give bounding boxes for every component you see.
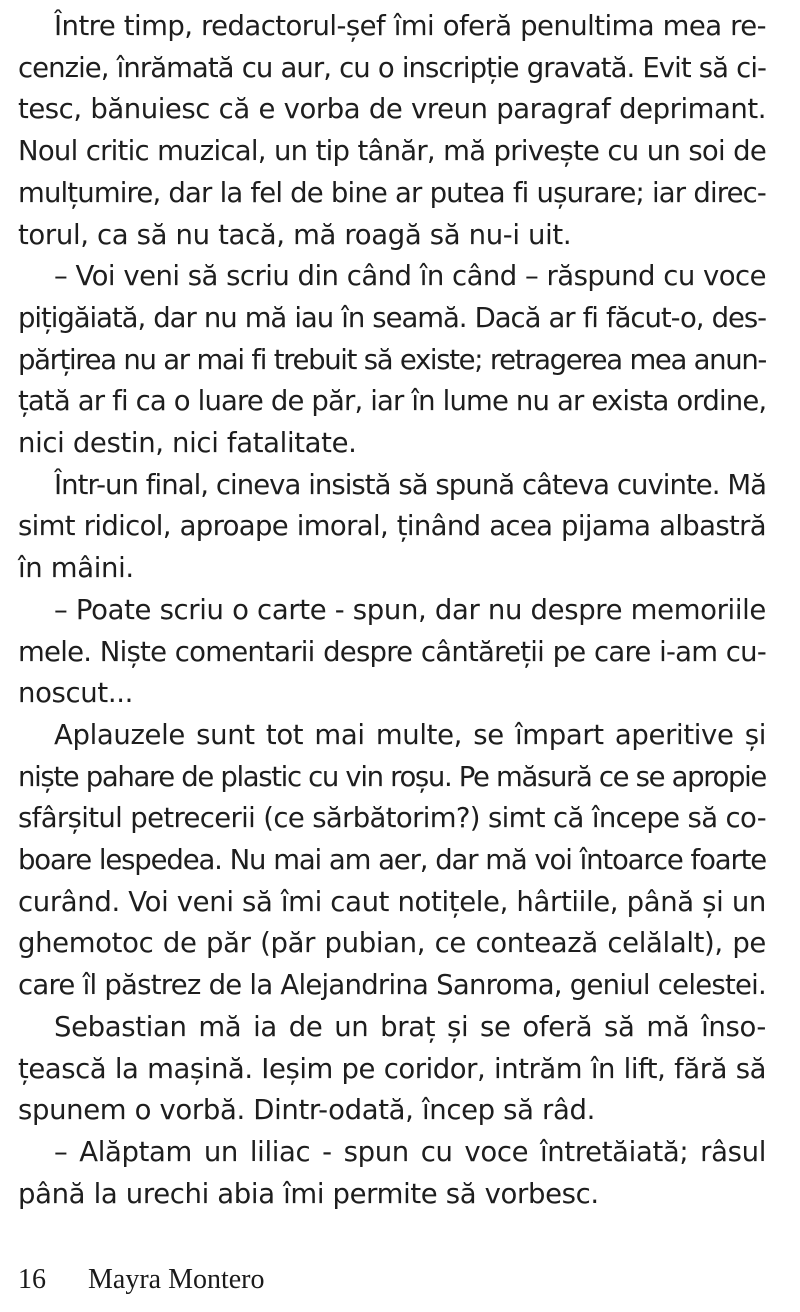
paragraph bbox=[18, 465, 766, 590]
text-line: tesc, bănuiesc că e vorba de vreun paragraf deprimant. bbox=[18, 93, 766, 126]
text-line: mele. Niște comentarii despre cântăreții pe care i-am cu- bbox=[18, 635, 766, 668]
text-line: – Voi veni să scriu din când în când – răspund cu voce bbox=[54, 260, 766, 293]
text-line: care îl păstrez de la Alejandrina Sanroma, geniul celestei. bbox=[18, 969, 767, 1002]
text-line: părțirea nu ar mai fi trebuit să existe; retragerea mea anun- bbox=[18, 343, 766, 376]
page-number: 16 bbox=[18, 1264, 46, 1295]
text-line: spunem o vorbă. Dintr-odată, încep să râd. bbox=[18, 1094, 595, 1127]
text-line: Aplauzele sunt tot mai multe, se împart aperitive și bbox=[54, 718, 766, 751]
text-line: Într-un final, cineva insistă să spună câteva cuvinte. Mă bbox=[54, 468, 767, 501]
text-line: până la urechi abia îmi permite să vorbesc. bbox=[18, 1177, 599, 1210]
paragraph bbox=[18, 590, 766, 715]
text-line: în mâini. bbox=[18, 552, 134, 585]
text-line: boare lespedea. Nu mai am aer, dar mă voi întoarce foarte bbox=[18, 844, 766, 877]
text-line: nici destin, nici fatalitate. bbox=[18, 427, 357, 460]
text-line: niște pahare de plastic cu vin roșu. Pe măsură ce se apropie bbox=[18, 760, 766, 793]
text-line: țată ar fi ca o luare de păr, iar în lume nu ar exista ordine, bbox=[18, 385, 767, 418]
text-line: pițigăiată, dar nu mă iau în seamă. Dacă ar fi făcut-o, des- bbox=[18, 301, 766, 334]
paragraph bbox=[18, 715, 766, 1007]
text-line: simt ridicol, aproape imoral, ținând acea pijama albastră bbox=[18, 510, 766, 543]
text-line: noscut... bbox=[18, 677, 133, 710]
body-text bbox=[18, 6, 766, 1215]
text-line: Sebastian mă ia de un braț și se oferă să mă înso- bbox=[54, 1010, 766, 1043]
paragraph bbox=[18, 256, 766, 465]
text-line: Noul critic muzical, un tip tânăr, mă privește cu un soi de bbox=[18, 135, 766, 168]
paragraph bbox=[18, 1007, 766, 1132]
author-name: Mayra Montero bbox=[88, 1264, 265, 1295]
page-footer bbox=[18, 1262, 265, 1298]
text-line: cenzie, înrămată cu aur, cu o inscripție gravată. Evit să ci- bbox=[18, 51, 766, 84]
text-line: – Alăptam un liliac - spun cu voce întretăiată; râsul bbox=[54, 1135, 766, 1168]
text-line: – Poate scriu o carte - spun, dar nu despre memoriile bbox=[54, 593, 766, 626]
text-line: curând. Voi veni să îmi caut notițele, hârtiile, până și un bbox=[18, 885, 766, 918]
text-line: Între timp, redactorul-șef îmi oferă penultima mea re- bbox=[54, 10, 766, 42]
text-line: sfârșitul petrecerii (ce sărbătorim?) simt că începe să co- bbox=[18, 802, 766, 835]
text-line: țească la mașină. Ieșim pe coridor, intrăm în lift, fără să bbox=[18, 1052, 766, 1085]
text-line: torul, ca să nu tacă, mă roagă să nu-i uit. bbox=[18, 218, 572, 251]
text-line: ghemotoc de păr (păr pubian, ce contează celălalt), pe bbox=[18, 927, 766, 960]
paragraph bbox=[18, 1132, 766, 1215]
paragraph bbox=[18, 6, 766, 256]
text-line: mulțumire, dar la fel de bine ar putea fi ușurare; iar direc- bbox=[18, 176, 766, 209]
